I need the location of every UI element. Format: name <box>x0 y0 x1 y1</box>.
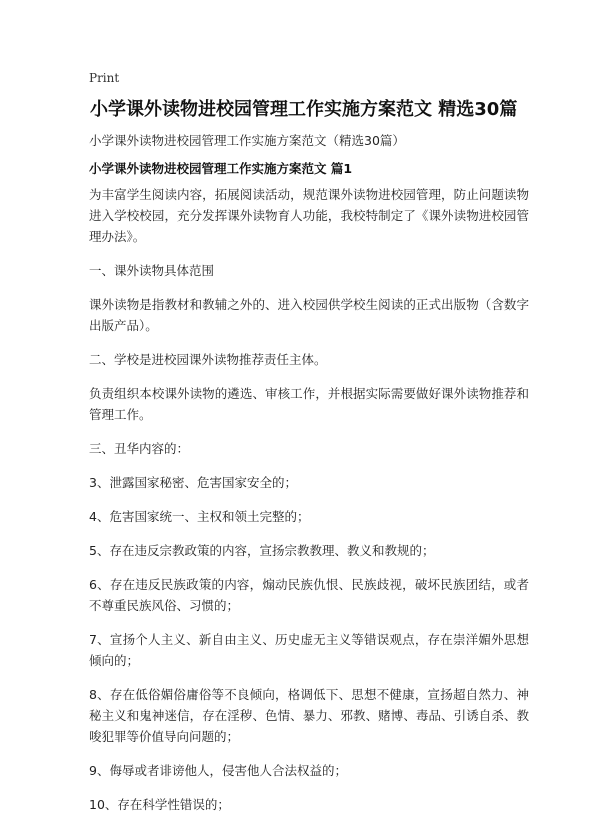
list-item: 9、侮辱或者诽谤他人，侵害他人合法权益的； <box>89 763 347 778</box>
document-subtitle: 小学课外读物进校园管理工作实施方案范文（精选30篇） <box>89 133 405 148</box>
list-item: 6、存在违反民族政策的内容，煽动民族仇恨、民族歧视，破坏民族团结，或者不尊重民族风俗、习惯的； <box>89 577 529 613</box>
list-item: 5、存在违反宗教政策的内容，宣扬宗教教理、教义和教规的； <box>89 543 435 558</box>
paragraph-scope: 课外读物是指教材和教辅之外的、进入校园供学校生阅读的正式出版物（含数字出版产品）。 <box>89 297 529 333</box>
section-heading: 小学课外读物进校园管理工作实施方案范文 篇1 <box>89 161 353 176</box>
list-item: 4、危害国家统一、主权和领土完整的； <box>89 509 310 524</box>
paragraph-intro: 为丰富学生阅读内容，拓展阅读活动，规范课外读物进校园管理，防止问题读物进入学校校园，充分发挥课外读物育人功能，我校特制定了《课外读物进校园管理办法》。 <box>89 187 529 244</box>
paragraph-responsibility: 负责组织本校课外读物的遴选、审核工作，并根据实际需要做好课外读物推荐和管理工作。 <box>89 386 529 422</box>
paragraph-heading-scope: 一、课外读物具体范围 <box>89 263 215 278</box>
list-item: 10、存在科学性错误的； <box>89 797 230 812</box>
print-link[interactable]: Print <box>89 71 120 85</box>
paragraph-heading-responsibility: 二、学校是进校园课外读物推荐责任主体。 <box>89 352 327 367</box>
list-item: 3、泄露国家秘密、危害国家安全的； <box>89 475 297 490</box>
paragraph-heading-content: 三、丑华内容的： <box>89 441 190 456</box>
list-item: 8、存在低俗媚俗庸俗等不良倾向，格调低下、思想不健康，宣扬超自然力、神秘主义和鬼神迷信，存在淫秽、色情、暴力、邪教、赌博、毒品、引诱自杀、教唆犯罪等价值导向问题的； <box>89 687 529 744</box>
page-title: 小学课外读物进校园管理工作实施方案范文 精选30篇 <box>90 99 518 120</box>
document-body <box>89 184 529 828</box>
list-item: 7、宣扬个人主义、新自由主义、历史虚无主义等错误观点，存在崇洋媚外思想倾向的； <box>89 632 529 668</box>
